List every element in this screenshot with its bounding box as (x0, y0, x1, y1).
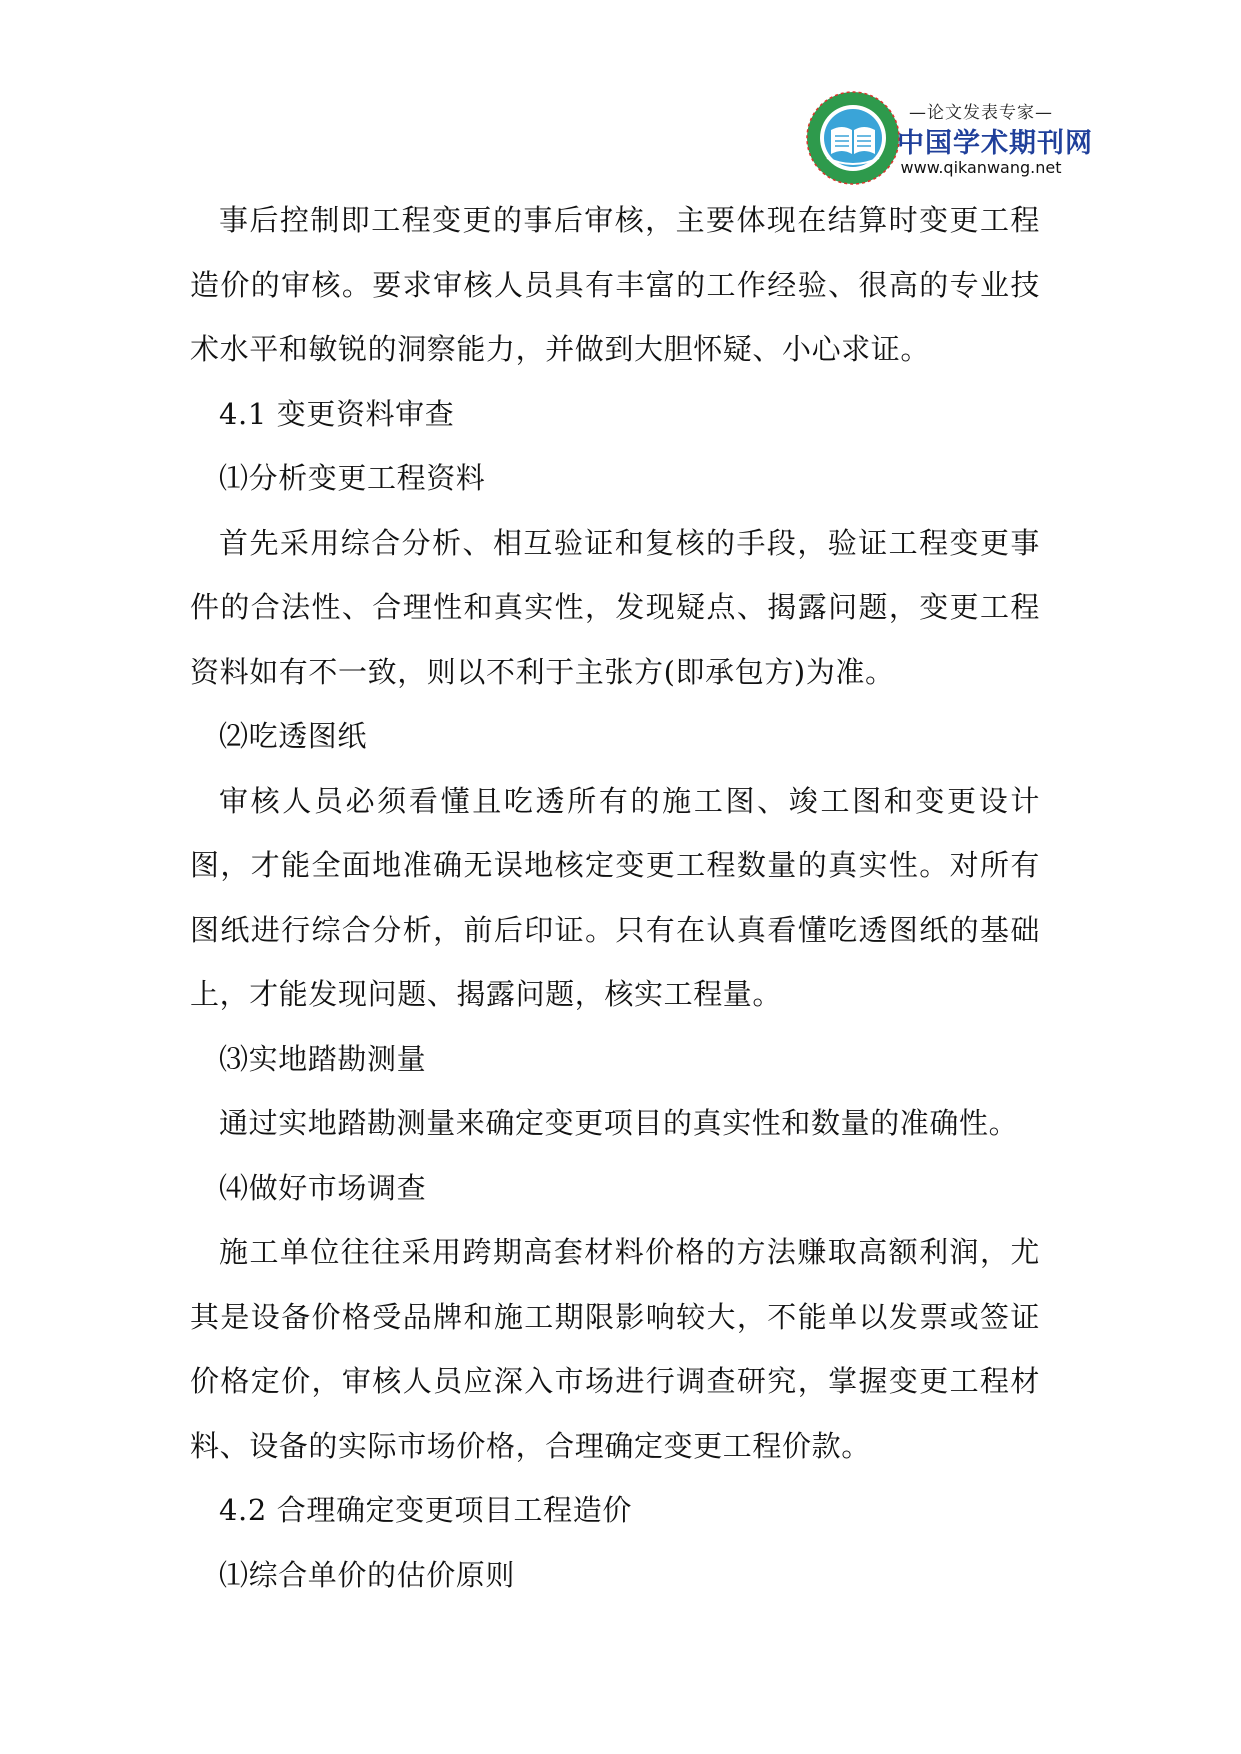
journal-logo[interactable] (805, 88, 1093, 188)
subheading-study-drawings: ⑵吃透图纸 (219, 719, 368, 753)
subheading-unit-price-principle: ⑴综合单价的估价原则 (219, 1557, 516, 1592)
paragraph-market-research: 施工单位往往采用跨期高套材料价格的方法赚取高额利润，尤其是设备价格受品牌和施工期限影响较大，不能单以发票或签证价格定价，审核人员应深入市场进行调查研究，掌握变更工程材料、设备的实际市场价格，合理确定变更工程价款。 (190, 1235, 1040, 1463)
logo-brand-name: 中国学术期刊网 (897, 128, 1093, 159)
section-heading-4-2: 4.2 合理确定变更项目工程造价 (219, 1493, 632, 1527)
paragraph-post-control: 事后控制即工程变更的事后审核，主要体现在结算时变更工程造价的审核。要求审核人员具有丰富的工作经验、很高的专业技术水平和敏锐的洞察能力，并做到大胆怀疑、小心求证。 (190, 203, 1040, 366)
section-heading-4-1: 4.1 变更资料审查 (219, 396, 455, 431)
logo-url[interactable]: www.qikanwang.net (900, 158, 1062, 177)
subheading-market-research: ⑷做好市场调查 (219, 1170, 427, 1205)
paragraph-analyze-materials: 首先采用综合分析、相互验证和复核的手段，验证工程变更事件的合法性、合理性和真实性，发现疑点、揭露问题，变更工程资料如有不一致，则以不利于主张方(即承包方)为准。 (190, 525, 1040, 689)
body-text (190, 188, 1040, 1607)
logo-tagline: —论文发表专家— (909, 103, 1053, 123)
paragraph-study-drawings: 审核人员必须看懂且吃透所有的施工图、竣工图和变更设计图，才能全面地准确无误地核定变更工程数量的真实性。对所有图纸进行综合分析，前后印证。只有在认真看懂吃透图纸的基础上，才能发现问题、揭露问题，核实工程量。 (190, 783, 1040, 1011)
paragraph-site-survey: 通过实地踏勘测量来确定变更项目的真实性和数量的准确性。 (219, 1106, 1019, 1140)
book-seal-icon (805, 90, 901, 186)
subheading-analyze-materials: ⑴分析变更工程资料 (219, 461, 486, 495)
subheading-site-survey: ⑶实地踏勘测量 (219, 1041, 427, 1076)
